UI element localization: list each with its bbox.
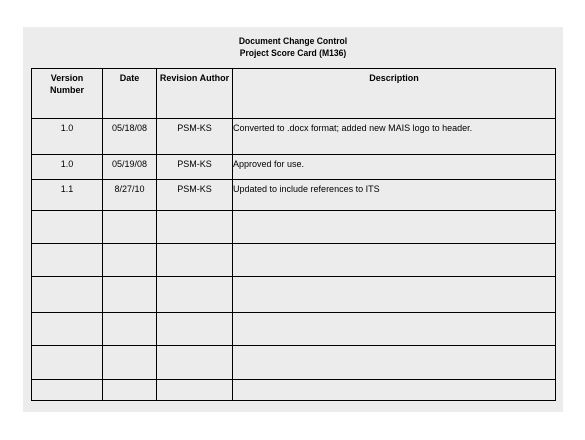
empty-table-row [32,211,556,244]
cell-author: PSM-KS [157,155,233,180]
cell-date: 05/18/08 [103,119,157,155]
empty-cell [233,277,556,313]
empty-table-row [32,313,556,346]
cell-description: Updated to include references to ITS [233,180,556,211]
header-revision-author: Revision Author [157,69,233,119]
empty-cell [32,277,103,313]
title-line-2: Project Score Card (M136) [239,48,347,59]
empty-table-row [32,346,556,380]
empty-cell [233,380,556,401]
document-title [50,36,536,60]
table-row [32,119,556,155]
cell-version: 1.0 [32,119,103,155]
title-line-1: Document Change Control [238,36,348,47]
cell-date: 05/19/08 [103,155,157,180]
empty-cell [233,346,556,380]
table-row [32,180,556,211]
change-control-table [31,68,556,401]
empty-table-row [32,244,556,277]
empty-cell [32,313,103,346]
empty-cell [233,313,556,346]
cell-author: PSM-KS [157,119,233,155]
empty-cell [103,277,157,313]
empty-cell [157,244,233,277]
empty-cell [103,346,157,380]
cell-description: Approved for use. [233,155,556,180]
empty-cell [157,277,233,313]
header-date: Date [103,69,157,119]
empty-cell [32,244,103,277]
cell-author: PSM-KS [157,180,233,211]
empty-cell [157,346,233,380]
empty-table-row [32,380,556,401]
table-row [32,155,556,180]
empty-cell [157,211,233,244]
document-sheet [23,27,563,412]
empty-cell [103,244,157,277]
empty-cell [103,211,157,244]
empty-cell [233,244,556,277]
empty-cell [103,313,157,346]
empty-cell [32,380,103,401]
header-version-number: Version Number [32,69,103,119]
empty-cell [157,380,233,401]
empty-cell [32,211,103,244]
cell-version: 1.1 [32,180,103,211]
cell-version: 1.0 [32,155,103,180]
empty-cell [32,346,103,380]
table-header-row [32,69,556,119]
header-description: Description [233,69,556,119]
empty-cell [157,313,233,346]
cell-date: 8/27/10 [103,180,157,211]
empty-cell [233,211,556,244]
empty-table-row [32,277,556,313]
cell-description: Converted to .docx format; added new MAIS logo to header. [233,119,556,155]
empty-cell [103,380,157,401]
